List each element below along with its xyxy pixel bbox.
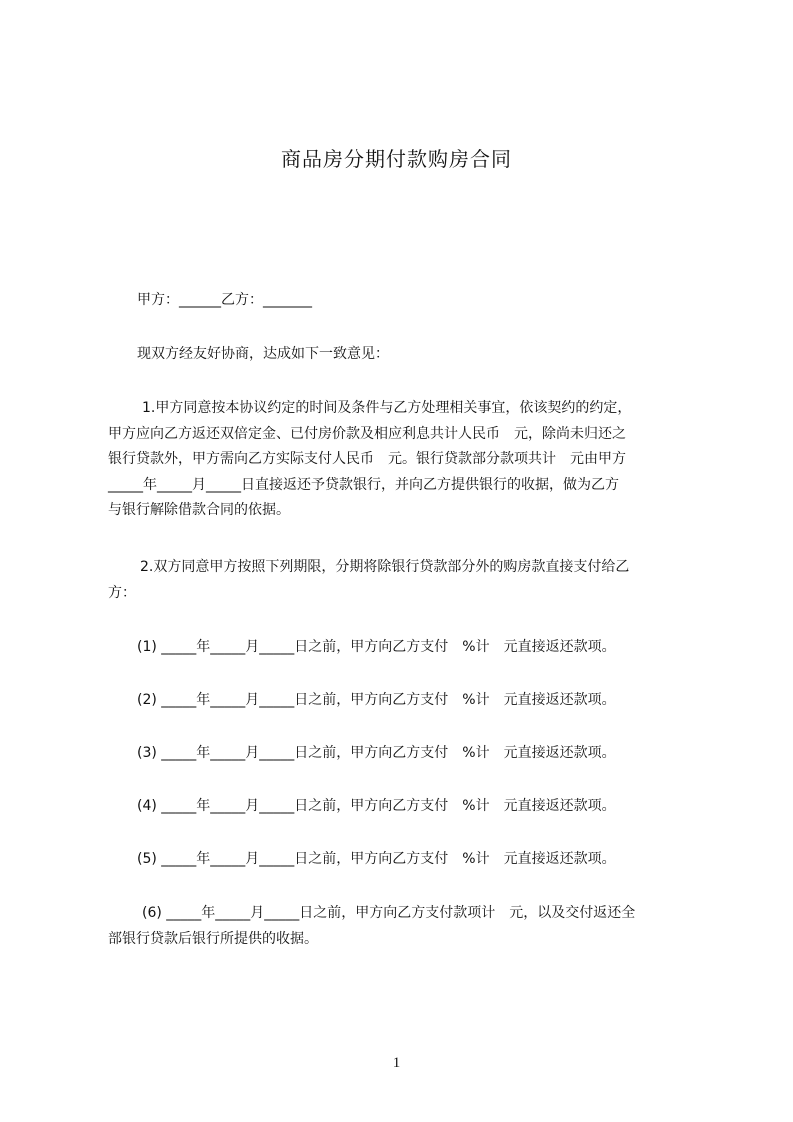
clause-2-line: 方： <box>108 584 136 601</box>
page-number: 1 <box>392 1055 401 1071</box>
clause-2-line: 2.双方同意甲方按照下列期限，分期将除银行贷款部分外的购房款直接支付给乙 <box>140 559 630 575</box>
intro-line: 现双方经友好协商，达成如下一致意见： <box>137 346 389 362</box>
installment-2: (2) _____年_____月_____日之前，甲方向乙方支付 %计 元直接返还款项。 <box>137 692 616 708</box>
clause-1-line: _____年_____月_____日直接返还予贷款银行，并向乙方提供银行的收据，做为乙方 <box>108 476 619 493</box>
installment-6-line: (6) _____年_____月_____日之前，甲方向乙方支付款项计 元，以及交付返还全 <box>142 905 636 921</box>
clause-1 <box>108 396 698 524</box>
clause-2 <box>108 555 698 606</box>
clause-1-line: 甲方应向乙方返还双倍定金、已付房价款及相应利息共计人民币 元，除尚未归还之 <box>108 425 626 442</box>
clause-1-line: 银行贷款外，甲方需向乙方实际支付人民币 元。银行贷款部分款项共计 元由甲方 <box>108 451 626 467</box>
parties-line: 甲方：______乙方：_______ <box>137 292 312 308</box>
document-title: 商品房分期付款购房合同 <box>281 147 512 171</box>
clause-1-line: 与银行解除借款合同的依据。 <box>108 502 290 518</box>
installment-6 <box>108 901 698 952</box>
installment-4: (4) _____年_____月_____日之前，甲方向乙方支付 %计 元直接返还款项。 <box>137 798 616 814</box>
clause-1-line: 1.甲方同意按本协议约定的时间及条件与乙方处理相关事宜，依该契约的约定， <box>142 400 632 416</box>
installment-5: (5) _____年_____月_____日之前，甲方向乙方支付 %计 元直接返还款项。 <box>137 851 616 867</box>
installment-3: (3) _____年_____月_____日之前，甲方向乙方支付 %计 元直接返还款项。 <box>137 745 616 761</box>
installment-1: (1) _____年_____月_____日之前，甲方向乙方支付 %计 元直接返还款项。 <box>137 639 616 655</box>
installment-6-line: 部银行贷款后银行所提供的收据。 <box>108 930 318 947</box>
